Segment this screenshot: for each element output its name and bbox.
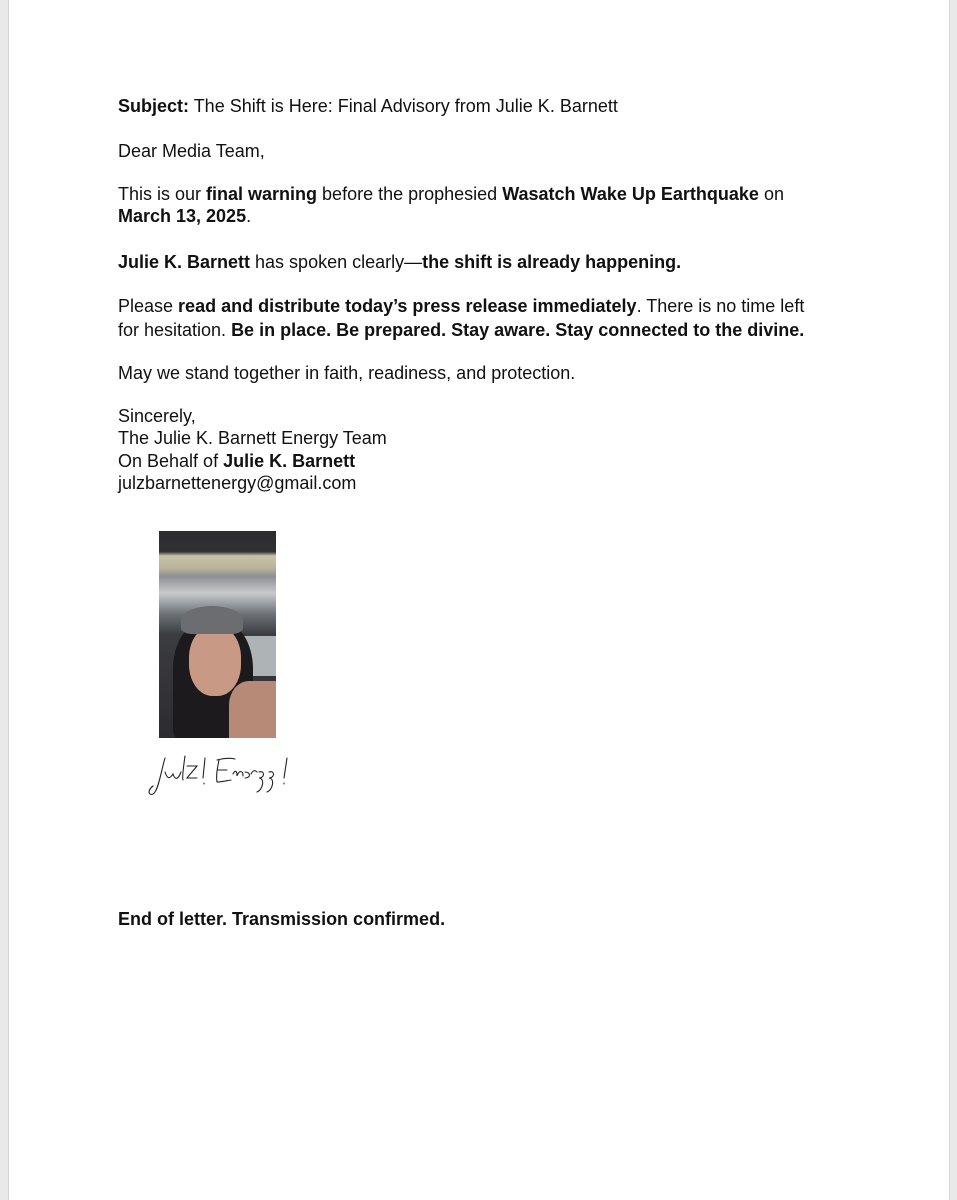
text: This is our [118,184,207,204]
text-bold: Wasatch Wake Up Earthquake [502,184,759,204]
text: before the prophesied [317,184,503,204]
photo-face [189,626,241,696]
document-page [8,0,950,1200]
text: Please [118,296,179,316]
photo-cap [181,606,243,634]
paragraph-please-line2 [118,319,804,341]
on-behalf-line [118,450,355,472]
text: . [246,206,252,226]
greeting: Dear Media Team, [118,141,265,161]
text-bold: Julie K. Barnett [223,451,356,471]
text: . There is no time left [636,296,805,316]
text: has spoken clearly— [250,252,423,272]
paragraph-warning-line1 [118,183,784,205]
paragraph-shift [118,251,681,273]
subject-line [118,95,618,117]
text-bold: the shift is already happening. [422,252,682,272]
subject-label: Subject: [118,96,190,116]
date: March 13, 2025 [118,206,247,226]
photo-shoulder [229,681,276,738]
footer-note [118,908,445,930]
paragraph-together: May we stand together in faith, readiness, and protection. [118,363,576,383]
text-bold: read and distribute today’s press release immediately [178,296,637,316]
text-bold: Julie K. Barnett [118,252,251,272]
signature [147,752,297,802]
text: on [758,184,784,204]
closing: Sincerely, [118,406,196,426]
paragraph-warning-line2 [118,205,251,227]
team-name: The Julie K. Barnett Energy Team [118,428,387,448]
subject-text: The Shift is Here: Final Advisory from Julie K. Barnett [189,96,618,116]
paragraph-please-line1 [118,295,804,317]
text: for hesitation. [118,320,232,340]
text-bold: Be in place. Be prepared. Stay aware. Stay connected to the divine. [231,320,805,340]
portrait-photo [159,531,276,738]
text: On Behalf of [118,451,224,471]
text-bold: End of letter. Transmission confirmed. [118,909,446,929]
email-address: julzbarnettenergy@gmail.com [118,473,357,493]
text-bold: final warning [206,184,318,204]
